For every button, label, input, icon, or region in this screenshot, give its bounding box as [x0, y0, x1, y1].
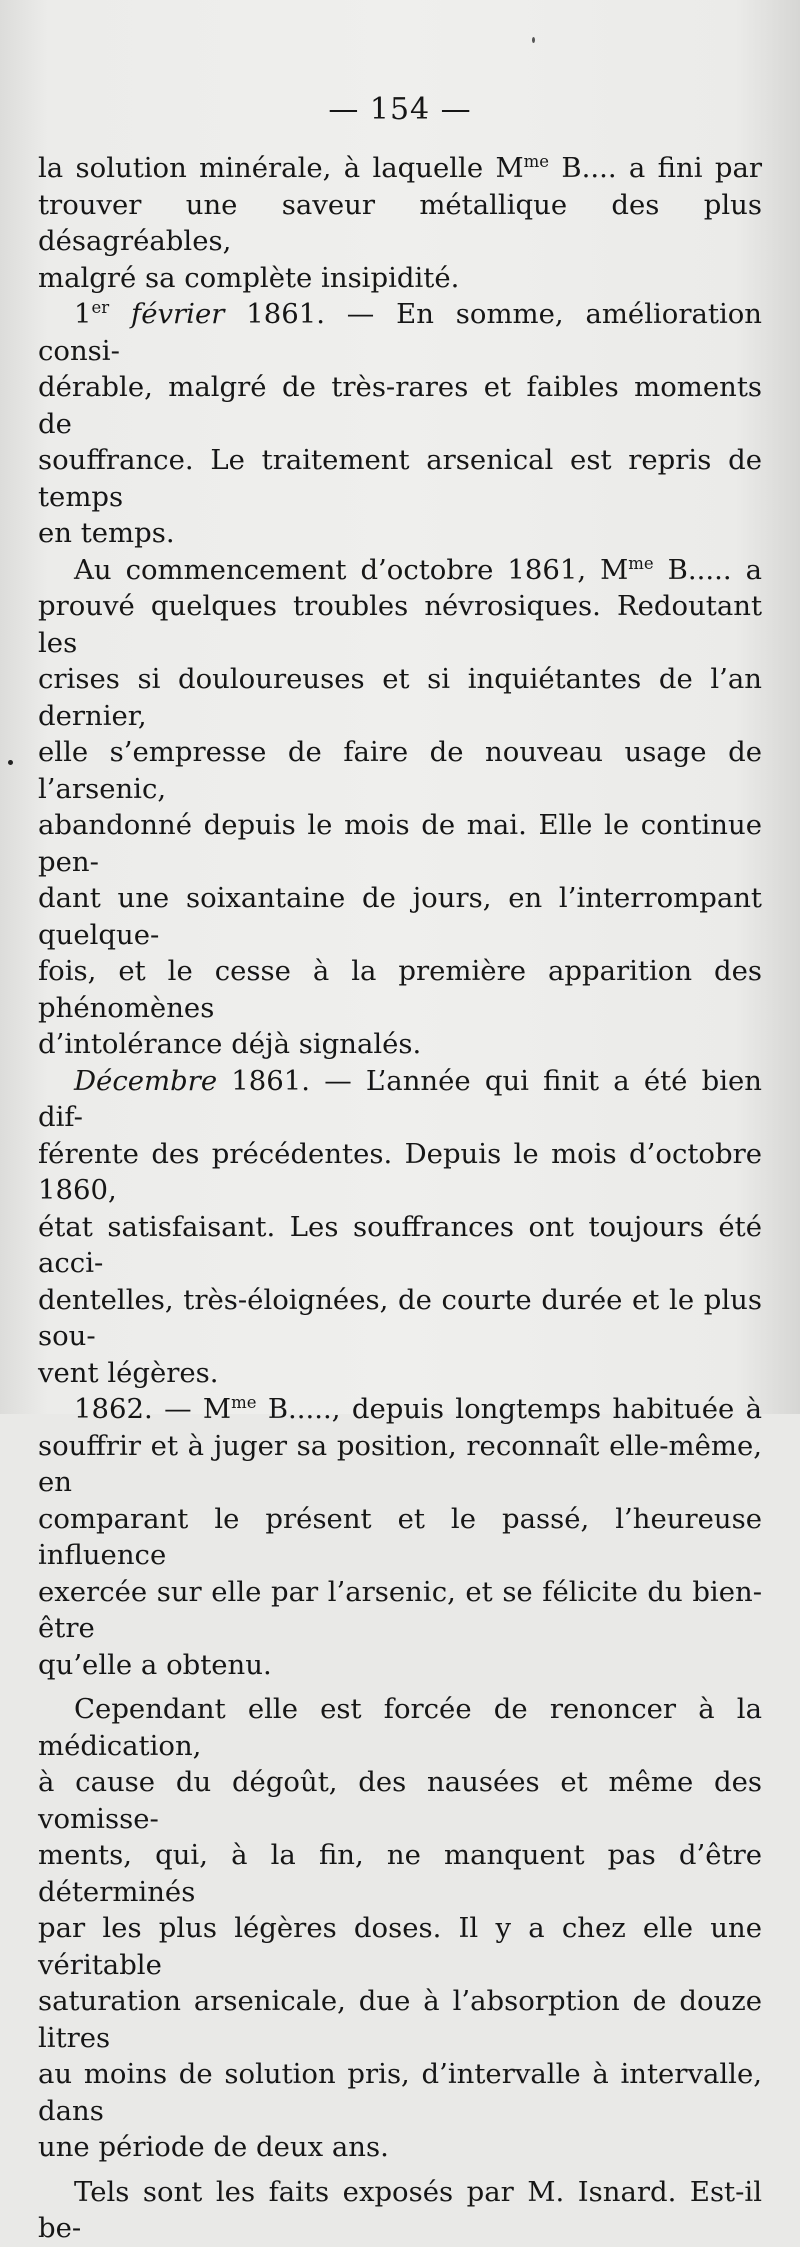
text-line: comparant le présent et le passé, l’heureuse influence — [38, 1502, 762, 1571]
text-line: la solution minérale, à laquelle $M^{me}$ B.... a fini par — [38, 151, 762, 184]
paragraph-5 — [38, 1391, 762, 1683]
text-line: ments, qui, à la fin, ne manquent pas d’être déterminés — [38, 1839, 762, 1908]
ink-speck — [532, 37, 535, 43]
text-line: dentelles, très-éloignées, de courte durée et le plus sou- — [38, 1283, 762, 1352]
text-line: au moins de solution pris, d’intervalle à intervalle, dans — [38, 2058, 762, 2127]
text-line: 1862. — $M^{me}$ B....., depuis longtemps habituée à — [74, 1392, 762, 1425]
text-line: fois, et le cesse à la première apparition des phénomènes — [38, 955, 762, 1024]
ink-speck — [8, 760, 13, 765]
page-body — [38, 150, 762, 2247]
paragraph-7 — [38, 2174, 762, 2247]
text-line: saturation arsenicale, due à l’absorption de douze litres — [38, 1985, 762, 2054]
text-line: 1er février 1861. — En somme, amélioration consi- — [38, 297, 763, 367]
text-line: en temps. — [38, 517, 175, 549]
paragraph-3 — [38, 552, 762, 1063]
text-line: malgré sa complète insipidité. — [38, 261, 460, 294]
text-line: Au commencement d’octobre 1861, $M^{me}$ B..... a — [74, 553, 762, 586]
text-line: dérable, malgré de très-rares et faibles moments de — [38, 371, 762, 440]
text-line: elle s’empresse de faire de nouveau usage de l’arsenic, — [38, 736, 762, 805]
paragraph-4 — [38, 1063, 762, 1392]
text-line: férente des précédentes. Depuis le mois d’octobre 1860, — [38, 1137, 762, 1206]
text-line: dant une soixantaine de jours, en l’interrompant quelque- — [38, 882, 762, 951]
text-line: une période de deux ans. — [38, 2131, 389, 2163]
paragraph-1 — [38, 150, 762, 296]
text-line: prouvé quelques troubles névrosiques. Redoutant les — [38, 590, 762, 659]
text-line: souffrir et à juger sa position, reconnaît elle-même, en — [38, 1429, 762, 1498]
text-line: état satisfaisant. Les souffrances ont toujours été acci- — [38, 1210, 762, 1279]
paragraph-2 — [38, 296, 762, 552]
text-line: par les plus légères doses. Il y a chez elle une véritable — [38, 1912, 762, 1981]
text-line: souffrance. Le traitement arsenical est repris de temps — [38, 444, 762, 513]
page-number: — 154 — — [328, 92, 472, 127]
text-line: qu’elle a obtenu. — [38, 1648, 272, 1681]
text-line: à cause du dégoût, des nausées et même des vomisse- — [38, 1766, 762, 1835]
text-line: vent légères. — [38, 1356, 219, 1389]
text-line: d’intolérance déjà signalés. — [38, 1028, 422, 1060]
paragraph-6 — [38, 1691, 762, 2166]
text-line: abandonné depuis le mois de mai. Elle le continue pen- — [38, 809, 762, 878]
text-line: Tels sont les faits exposés par M. Isnard. Est-il be- — [38, 2175, 762, 2244]
text-line: Décembre 1861. — L’année qui finit a été bien dif- — [38, 1064, 762, 1133]
text-line: trouver une saveur métallique des plus désagréables, — [38, 188, 762, 257]
text-line: Cependant elle est forcée de renoncer à la médication, — [38, 1693, 762, 1762]
text-line: exercée sur elle par l’arsenic, et se félicite du bien-être — [38, 1575, 762, 1644]
text-line: crises si douloureuses et si inquiétantes de l’an dernier, — [38, 663, 762, 732]
